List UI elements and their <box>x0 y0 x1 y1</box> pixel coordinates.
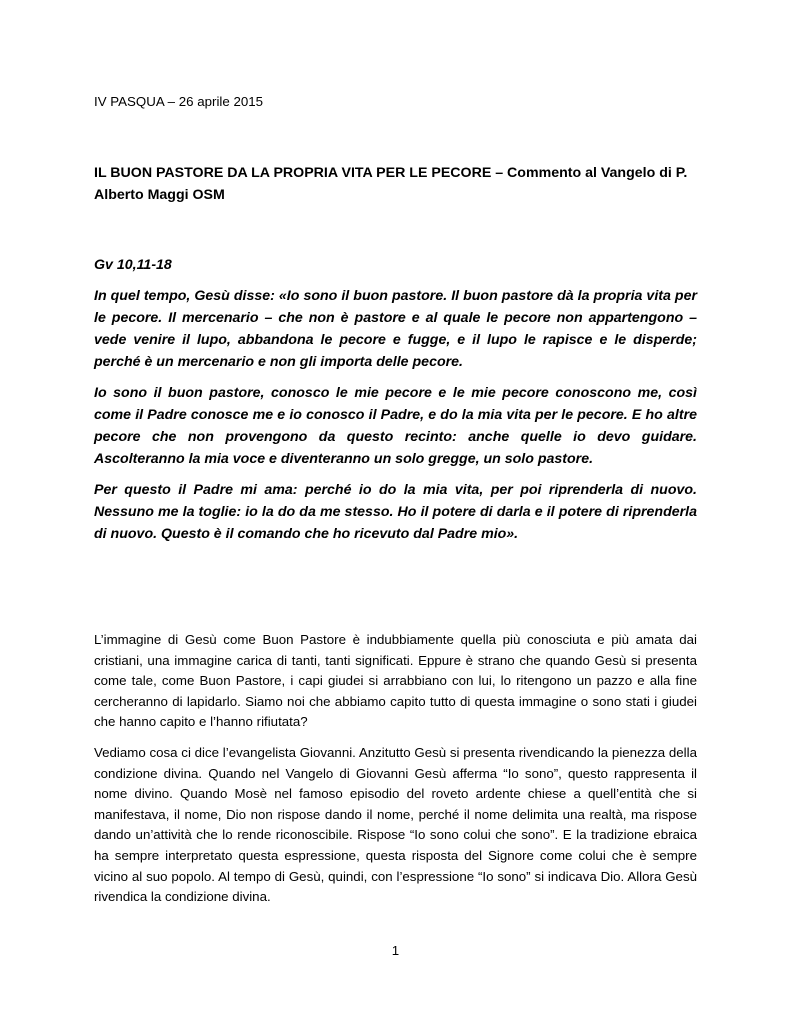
commentary-text <box>94 630 697 918</box>
commentary-paragraph-1: L’immagine di Gesù come Buon Pastore è indubbiamente quella più conosciuta e più amata dai cristiani, una immagine carica di tanti, tanti significati. Eppure è strano che quando Gesù si presenta come tale, come Buon Pastore, i capi giudei si arrabbiano con lui, lo ritengono un pazzo e alla fine cercheranno di lapidarlo. Siamo noi che abbiamo capito tutto di questa immagine o sono stati i giudei che hanno capito e l’hanno rifiutata? <box>94 632 697 730</box>
gospel-paragraph-3: Per questo il Padre mi ama: perché io do la mia vita, per poi riprenderla di nuovo. Nessuno me la toglie: io la do da me stesso. Ho il potere di darla e il potere di riprenderla di nuovo. Questo è il comando che ho ricevuto dal Padre mio». <box>94 482 697 542</box>
gospel-text <box>94 285 697 554</box>
gospel-reference: Gv 10,11-18 <box>94 257 172 273</box>
page-number: 1 <box>391 943 400 958</box>
dateline: IV PASQUA – 26 aprile 2015 <box>94 94 264 109</box>
gospel-paragraph-1: In quel tempo, Gesù disse: «Io sono il buon pastore. Il buon pastore dà la propria vita per le pecore. Il mercenario – che non è pastore e al quale le pecore non appartengono – vede venire il lupo, abbandona le pecore e fugge, e il lupo le rapisce e le disperde; perché è un mercenario e non gli importa delle pecore. <box>94 288 697 370</box>
commentary-paragraph-2: Vediamo cosa ci dice l’evangelista Giovanni. Anzitutto Gesù si presenta rivendicando la pienezza della condizione divina. Quando nel Vangelo di Giovanni Gesù afferma “Io sono”, questo rappresenta il nome divino. Quando Mosè nel famoso episodio del roveto ardente chiese a quell’entità che si manifestava, il nome, Dio non rispose dando il nome, perché il nome delimita una realtà, ma rispose dando un’attività che lo rende riconoscibile. Rispose “Io sono colui che sono”. E la tradizione ebraica ha sempre interpretato questa espressione, questa risposta del Signore come colui che è sempre vicino al suo popolo. Al tempo di Gesù, quindi, con l’espressione “Io sono” si indicava Dio. Allora Gesù rivendica la condizione divina. <box>94 744 697 905</box>
gospel-paragraph-2: Io sono il buon pastore, conosco le mie pecore e le mie pecore conoscono me, così come il Padre conosce me e io conosco il Padre, e do la mia vita per le pecore. E ho altre pecore che non provengono da questo recinto: anche quelle io devo guidare. Ascolteranno la mia voce e diventeranno un solo gregge, un solo pastore. <box>94 385 697 467</box>
document-title: IL BUON PASTORE DA LA PROPRIA VITA PER LE PECORE – Commento al Vangelo di P. Alberto Maggi OSM <box>94 165 688 203</box>
